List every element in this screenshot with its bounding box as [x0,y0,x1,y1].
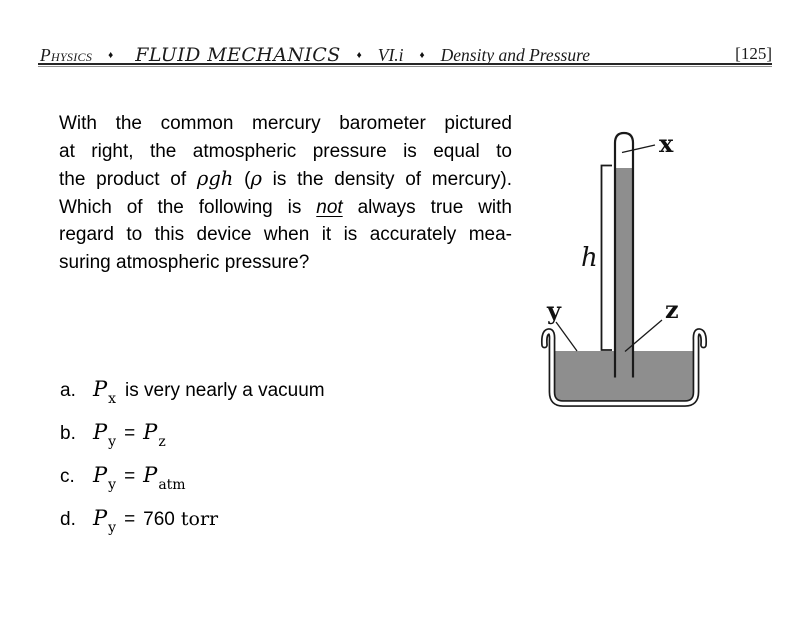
page-number: [125] [735,44,772,63]
header-unit: FLUID MECHANICS [135,44,341,66]
diamond-icon: ♦ [419,50,425,61]
height-bracket [602,166,613,351]
barometer-diagram [536,121,716,417]
header-subject: Physics [40,45,93,65]
label-z: z [665,295,679,324]
question-line-segment: ( [233,169,251,191]
choice-text: is very nearly a vacuum [125,380,325,401]
header-rule [38,63,772,67]
choice-row-c [60,462,186,491]
pressure-symbol: P [143,420,158,444]
rho-g-h-expression: ρgh [196,167,234,191]
rho-symbol: ρ [250,167,262,191]
pressure-symbol: P [93,420,108,444]
pressure-subscript: z [158,434,166,450]
pressure-symbol: P [93,377,108,401]
pressure-subscript: atm [158,477,186,493]
question-line-segment: is the density of mercury). [261,169,513,191]
diamond-icon: ♦ [356,50,362,61]
question-line: suring atmospheric pressure? [59,251,310,273]
question-text [59,110,512,277]
label-y: y [547,296,561,325]
diamond-icon: ♦ [108,50,114,61]
pressure-value: 760 [143,509,175,530]
pressure-symbol: P [143,463,158,487]
choice-letter: b. [60,423,76,444]
tube-mercury-column [616,168,632,377]
header-section: VI.i [377,45,404,65]
question-line: With the common mercury barometer pictured [59,113,512,134]
pressure-subscript: y [108,520,117,536]
choice-letter: d. [60,509,76,530]
header-topic: Density and Pressure [440,45,590,65]
choice-letter: c. [60,466,75,487]
equals-sign: = [124,466,136,487]
choice-row-a [60,376,325,405]
question-line [59,165,512,194]
pressure-subscript: y [108,434,117,450]
choice-letter: a. [60,380,76,401]
choice-row-d [60,505,218,534]
question-line: regard to this device when it is accurately mea- [59,224,512,246]
emphasized-not: not [316,196,343,218]
pressure-unit: torr [180,508,219,530]
question-line-segment: the product of [59,169,197,191]
pressure-subscript: x [108,391,117,407]
question-line [59,194,512,222]
label-x: x [659,129,674,158]
equals-sign: = [124,423,136,444]
question-line-segment: Which of the following is [59,196,317,218]
pressure-symbol: P [93,506,108,530]
pointer-line-y [556,322,577,351]
pressure-symbol: P [93,463,108,487]
question-line-segment: always true with [342,196,512,218]
pressure-subscript: y [108,477,117,493]
equals-sign: = [124,509,136,530]
question-line: at right, the atmospheric pressure is equal to [59,140,512,162]
label-h: h [581,243,598,273]
choice-row-b [60,419,166,448]
